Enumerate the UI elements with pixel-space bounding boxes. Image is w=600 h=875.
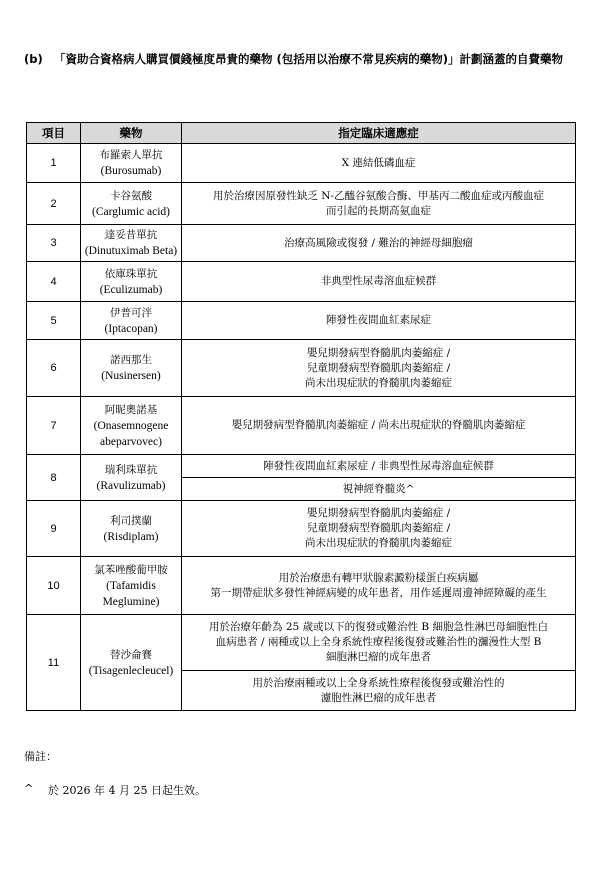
drug-name: 布羅索人單抗 (Burosumab) bbox=[81, 144, 182, 183]
notes-label: 備註： bbox=[24, 750, 57, 763]
drug-name: 諾西那生 (Nusinersen) bbox=[81, 340, 182, 397]
table-row bbox=[27, 501, 576, 557]
indication: 嬰兒期發病型脊髓肌肉萎縮症 / 兒童期發病型脊髓肌肉萎縮症 / 尚未出現症狀的脊髓肌肉萎縮症 bbox=[182, 340, 576, 397]
drug-name: 利司撲蘭 (Risdiplam) bbox=[81, 501, 182, 557]
col-header-item: 項目 bbox=[27, 123, 81, 144]
drug-name: 伊普可泮 (Iptacopan) bbox=[81, 302, 182, 340]
indication: 陣發性夜間血紅素尿症 bbox=[182, 302, 576, 340]
section-title: 「資助合資格病人購買價錢極度昂貴的藥物 (包括用以治療不常見疾病的藥物)」計劃涵蓋的自費藥物 bbox=[54, 52, 564, 66]
drug-name: 氯苯唑酸葡甲胺 (Tafamidis Meglumine) bbox=[81, 557, 182, 615]
table-row bbox=[27, 615, 576, 671]
item-number: 4 bbox=[27, 262, 81, 302]
table-row bbox=[27, 397, 576, 455]
item-number: 6 bbox=[27, 340, 81, 397]
indication: 用於治療年齡為 25 歲或以下的復發或難治性 B 細胞急性淋巴母細胞性白 血病患者 / 兩種或以上全身系統性療程後復發或難治性的瀰漫性大型 B 細胞淋巴瘤的成年患者 bbox=[182, 615, 576, 671]
table-header-row bbox=[27, 123, 576, 144]
table-row bbox=[27, 340, 576, 397]
drug-name: 阿昵奧諾基 (Onasemnogene abeparvovec) bbox=[81, 397, 182, 455]
item-number: 7 bbox=[27, 397, 81, 455]
drug-table bbox=[26, 122, 576, 711]
item-number: 1 bbox=[27, 144, 81, 183]
indication: 用於治療患有轉甲狀腺素澱粉樣蛋白疾病屬 第一期帶症狀多發性神經病變的成年患者，用作延遲周邊神經障礙的產生 bbox=[182, 557, 576, 615]
table-row bbox=[27, 183, 576, 225]
table-row bbox=[27, 225, 576, 262]
section-label: (b) bbox=[24, 52, 43, 66]
indication: 非典型性尿毒溶血症候群 bbox=[182, 262, 576, 302]
item-number: 11 bbox=[27, 615, 81, 711]
item-number: 8 bbox=[27, 455, 81, 501]
col-header-drug: 藥物 bbox=[81, 123, 182, 144]
footnote-text: 於 2026 年 4 月 25 日起生效。 bbox=[48, 784, 206, 797]
indication: 陣發性夜間血紅素尿症 / 非典型性尿毒溶血症候群 bbox=[182, 455, 576, 478]
indication: 用於治療因原發性缺乏 N-乙醯谷氨酸合酶、甲基丙二酸血症或丙酸血症 而引起的長期高氨血症 bbox=[182, 183, 576, 225]
table-row bbox=[27, 144, 576, 183]
indication: 嬰兒期發病型脊髓肌肉萎縮症 / 兒童期發病型脊髓肌肉萎縮症 / 尚未出現症狀的脊髓肌肉萎縮症 bbox=[182, 501, 576, 557]
drug-name: 替沙侖賽 (Tisagenlecleucel) bbox=[81, 615, 182, 711]
drug-name: 瑞利珠單抗 (Ravulizumab) bbox=[81, 455, 182, 501]
item-number: 10 bbox=[27, 557, 81, 615]
table-row bbox=[27, 455, 576, 478]
table-row bbox=[27, 557, 576, 615]
item-number: 9 bbox=[27, 501, 81, 557]
indication-secondary: 用於治療兩種或以上全身系統性療程後復發或難治性的 濾胞性淋巴瘤的成年患者 bbox=[182, 671, 576, 711]
drug-name: 依庫珠單抗 (Eculizumab) bbox=[81, 262, 182, 302]
footnote-mark: ^ bbox=[24, 782, 34, 795]
item-number: 2 bbox=[27, 183, 81, 225]
item-number: 3 bbox=[27, 225, 81, 262]
col-header-indication: 指定臨床適應症 bbox=[182, 123, 576, 144]
indication: 治療高風險或復發 / 難治的神經母細胞瘤 bbox=[182, 225, 576, 262]
drug-name: 卡谷氨酸 (Carglumic acid) bbox=[81, 183, 182, 225]
indication: X 連結低磷血症 bbox=[182, 144, 576, 183]
item-number: 5 bbox=[27, 302, 81, 340]
indication-secondary: 視神經脊髓炎^ bbox=[182, 478, 576, 501]
table-row bbox=[27, 302, 576, 340]
drug-name: 達妥昔單抗 (Dinutuximab Beta) bbox=[81, 225, 182, 262]
indication: 嬰兒期發病型脊髓肌肉萎縮症 / 尚未出現症狀的脊髓肌肉萎縮症 bbox=[182, 397, 576, 455]
table-row bbox=[27, 262, 576, 302]
